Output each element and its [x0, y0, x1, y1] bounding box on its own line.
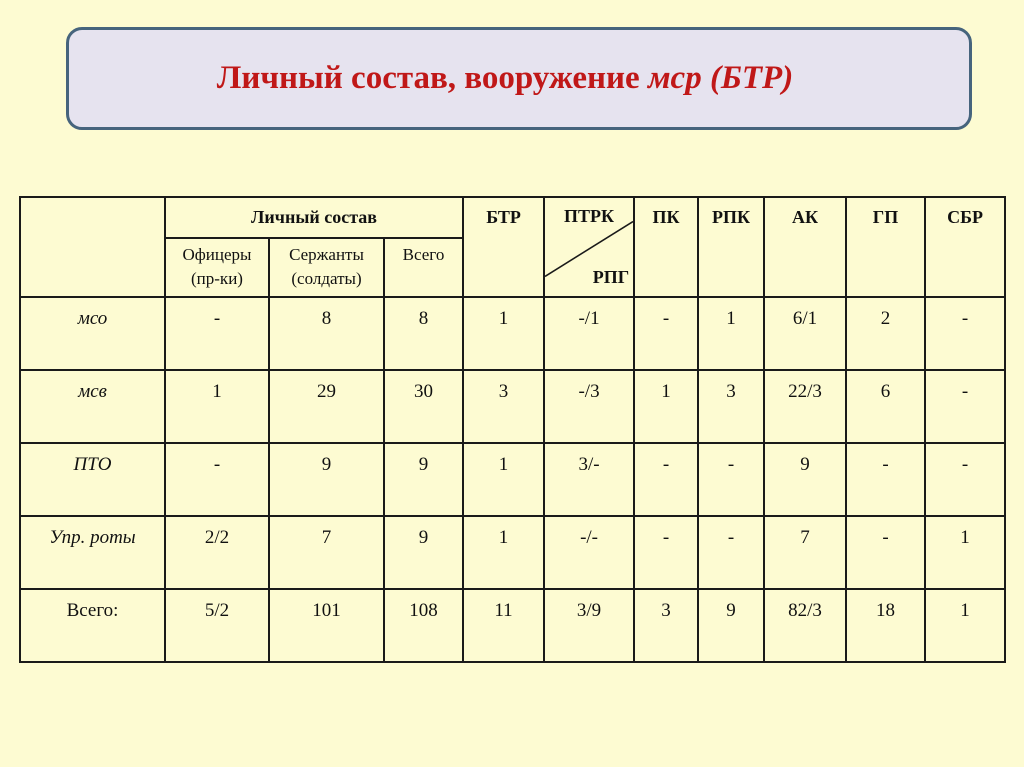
table-cell: 2/2 — [165, 516, 269, 589]
table-cell: 6 — [846, 370, 925, 443]
table-cell: - — [846, 516, 925, 589]
table-cell: 8 — [269, 297, 384, 370]
header-rpg: РПГ — [592, 267, 630, 287]
table-cell: 82/3 — [764, 589, 846, 662]
header-officers: Офицеры (пр-ки) — [165, 238, 269, 297]
table-row — [20, 443, 1005, 516]
table-cell: 1 — [463, 443, 544, 516]
header-corner-cell — [20, 197, 165, 297]
table-cell: - — [165, 443, 269, 516]
table-cell: - — [634, 516, 698, 589]
table-cell: 5/2 — [165, 589, 269, 662]
table-cell: 1 — [463, 297, 544, 370]
table-cell: 30 — [384, 370, 463, 443]
row-label: ПТО — [20, 443, 165, 516]
table-cell: 9 — [384, 516, 463, 589]
table-cell: 1 — [698, 297, 764, 370]
header-total: Всего — [384, 238, 463, 297]
table-cell: 1 — [634, 370, 698, 443]
table-cell: - — [165, 297, 269, 370]
header-pk: ПК — [634, 197, 698, 297]
table-cell: 101 — [269, 589, 384, 662]
table-cell: - — [698, 443, 764, 516]
table-row — [20, 297, 1005, 370]
table-cell: 7 — [269, 516, 384, 589]
table-cell: 2 — [846, 297, 925, 370]
table-cell: 6/1 — [764, 297, 846, 370]
table-cell: 29 — [269, 370, 384, 443]
row-label: Всего: — [20, 589, 165, 662]
header-sbr: СБР — [925, 197, 1005, 297]
table-cell: -/- — [544, 516, 634, 589]
table-cell: 11 — [463, 589, 544, 662]
table-cell: 1 — [463, 516, 544, 589]
table-cell: 8 — [384, 297, 463, 370]
table-cell: 1 — [165, 370, 269, 443]
table-cell: 3 — [698, 370, 764, 443]
table-cell: 3 — [463, 370, 544, 443]
table-cell: - — [925, 370, 1005, 443]
header-sergeants: Сержанты (солдаты) — [269, 238, 384, 297]
row-label: мсо — [20, 297, 165, 370]
table-cell: 3/- — [544, 443, 634, 516]
table-cell: -/1 — [544, 297, 634, 370]
table-row — [20, 516, 1005, 589]
table-cell: - — [634, 443, 698, 516]
table-cell: 108 — [384, 589, 463, 662]
table-cell: - — [698, 516, 764, 589]
header-personnel-group: Личный состав — [165, 197, 463, 238]
table-cell: - — [925, 443, 1005, 516]
personnel-weapons-table — [19, 196, 1006, 663]
table-cell: 3/9 — [544, 589, 634, 662]
row-label: мсв — [20, 370, 165, 443]
header-ak: АК — [764, 197, 846, 297]
table-cell: - — [846, 443, 925, 516]
table-cell: 9 — [269, 443, 384, 516]
header-gp: ГП — [846, 197, 925, 297]
table-cell: 9 — [384, 443, 463, 516]
table-cell: 1 — [925, 589, 1005, 662]
table-cell: 9 — [764, 443, 846, 516]
title-main: Личный состав, вооружение — [216, 60, 648, 96]
table-cell: 18 — [846, 589, 925, 662]
table-cell: 3 — [634, 589, 698, 662]
table-row — [20, 589, 1005, 662]
table-cell: -/3 — [544, 370, 634, 443]
title-italic: мср (БТР) — [647, 60, 794, 96]
table-cell: 1 — [925, 516, 1005, 589]
table-row — [20, 370, 1005, 443]
header-rpk: РПК — [698, 197, 764, 297]
header-ptrk-rpg-cell — [544, 197, 634, 297]
row-label: Упр. роты — [20, 516, 165, 589]
table-cell: 22/3 — [764, 370, 846, 443]
header-btr: БТР — [463, 197, 544, 297]
table-cell: 9 — [698, 589, 764, 662]
table-cell: - — [925, 297, 1005, 370]
title-box — [66, 27, 972, 130]
table-cell: 7 — [764, 516, 846, 589]
table-cell: - — [634, 297, 698, 370]
slide-title — [217, 60, 793, 97]
header-ptrk: ПТРК — [564, 206, 615, 226]
